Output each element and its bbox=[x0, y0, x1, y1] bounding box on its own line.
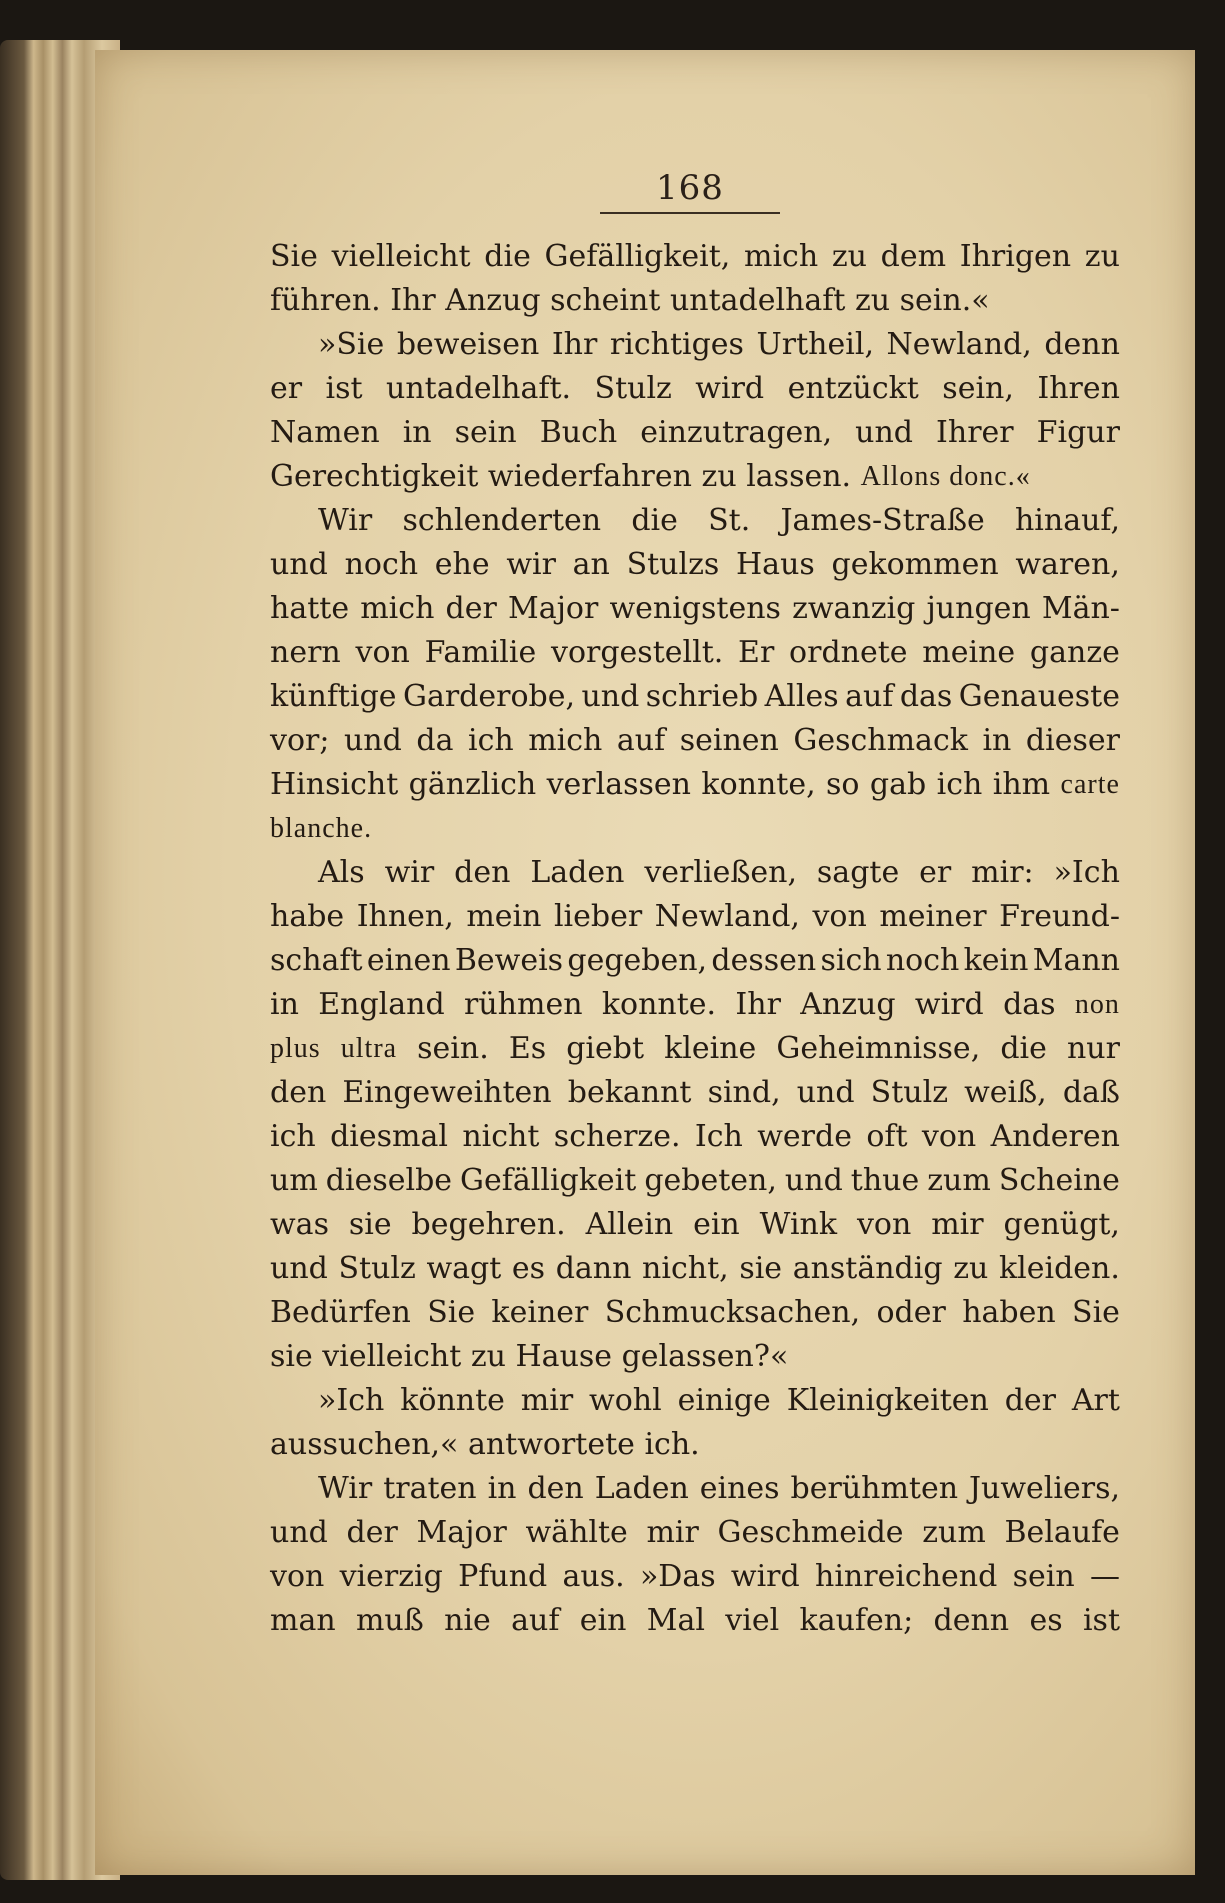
text-line: er ist untadelhaft. Stulz wird entzückt sein, Ihren bbox=[270, 371, 1120, 406]
text-line: »Ich könnte mir wohl einige Kleinigkeiten der Art bbox=[318, 1383, 1120, 1418]
body-text bbox=[270, 235, 1120, 1643]
text-line: hatte mich der Major wenigstens zwanzig jungen Män- bbox=[270, 591, 1120, 626]
text-line: plus ultra sein. Es giebt kleine Geheimnisse, die nur bbox=[270, 1031, 1120, 1066]
text-line: aussuchen,« antwortete ich. bbox=[270, 1427, 700, 1462]
text-line: Wir schlenderten die St. James-Straße hinauf, bbox=[318, 503, 1120, 538]
text-line: führen. Ihr Anzug scheint untadelhaft zu sein.« bbox=[270, 283, 990, 318]
text-line: Gerechtigkeit wiederfahren zu lassen. Allons donc.« bbox=[270, 459, 1031, 494]
text-line: Als wir den Laden verließen, sagte er mir: »Ich bbox=[318, 855, 1120, 890]
text-line: »Sie beweisen Ihr richtiges Urtheil, Newland, denn bbox=[318, 327, 1120, 362]
text-line: schaft einen Beweis gegeben, dessen sich noch kein Mann bbox=[270, 943, 1120, 978]
page-number: 168 bbox=[656, 168, 724, 208]
text-line: vor; und da ich mich auf seinen Geschmack in dieser bbox=[270, 723, 1120, 758]
text-line: Bedürfen Sie keiner Schmucksachen, oder haben Sie bbox=[270, 1295, 1120, 1330]
text-line: und Stulz wagt es dann nicht, sie anständig zu kleiden. bbox=[270, 1251, 1120, 1286]
text-line: ich diesmal nicht scherze. Ich werde oft von Anderen bbox=[270, 1119, 1120, 1154]
text-line: den Eingeweihten bekannt sind, und Stulz weiß, daß bbox=[270, 1075, 1120, 1110]
text-line: und der Major wählte mir Geschmeide zum Belaufe bbox=[270, 1515, 1120, 1550]
text-line: in England rühmen konnte. Ihr Anzug wird das non bbox=[270, 987, 1120, 1022]
text-line: nern von Familie vorgestellt. Er ordnete meine ganze bbox=[270, 635, 1120, 670]
text-line: künftige Garderobe, und schrieb Alles auf das Genaueste bbox=[270, 679, 1120, 714]
header-rule bbox=[600, 212, 780, 214]
text-line: habe Ihnen, mein lieber Newland, von meiner Freund- bbox=[270, 899, 1120, 934]
text-line: Wir traten in den Laden eines berühmten Juweliers, bbox=[318, 1471, 1120, 1506]
text-line: was sie begehren. Allein ein Wink von mir genügt, bbox=[270, 1207, 1120, 1242]
text-line: und noch ehe wir an Stulzs Haus gekommen waren, bbox=[270, 547, 1120, 582]
text-line: von vierzig Pfund aus. »Das wird hinreichend sein — bbox=[270, 1559, 1120, 1594]
text-line: man muß nie auf ein Mal viel kaufen; denn es ist bbox=[270, 1603, 1120, 1638]
text-line: Hinsicht gänzlich verlassen konnte, so gab ich ihm carte bbox=[270, 767, 1120, 802]
text-line: blanche. bbox=[270, 813, 373, 844]
text-line: sie vielleicht zu Hause gelassen?« bbox=[270, 1339, 789, 1374]
text-line: um dieselbe Gefälligkeit gebeten, und thue zum Scheine bbox=[270, 1163, 1120, 1198]
text-line: Namen in sein Buch einzutragen, und Ihrer Figur bbox=[270, 415, 1120, 450]
text-line: Sie vielleicht die Gefälligkeit, mich zu dem Ihrigen zu bbox=[270, 239, 1120, 274]
